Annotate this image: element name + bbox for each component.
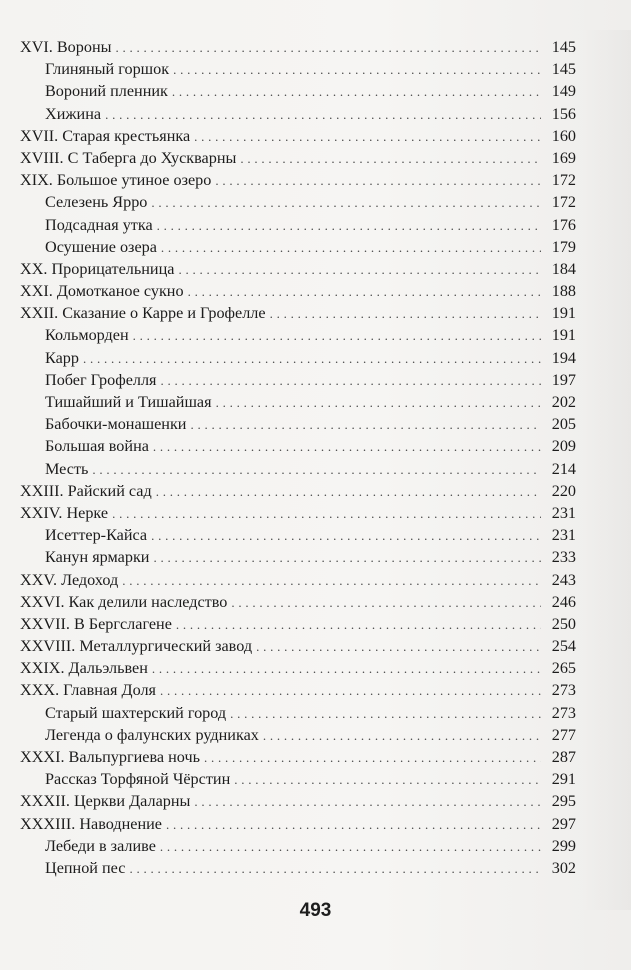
toc-entry-page: 302 bbox=[551, 858, 576, 877]
toc-subentry bbox=[20, 324, 576, 346]
dot-leader bbox=[153, 547, 541, 569]
toc-entry-page: 191 bbox=[551, 304, 576, 323]
toc-entry-title: XXVIII. Металлургический завод bbox=[20, 637, 253, 656]
toc-subentry bbox=[20, 80, 576, 102]
toc-entry-page: 197 bbox=[551, 370, 576, 389]
toc-entry-page: 145 bbox=[551, 38, 576, 56]
toc-chapter bbox=[20, 302, 576, 324]
toc-subentry bbox=[20, 857, 576, 879]
toc-entry-title: XIX. Большое утиное озеро bbox=[20, 171, 212, 190]
toc-entry-page: 169 bbox=[551, 148, 576, 167]
toc-entry-title: XVIII. С Таберга до Хускварны bbox=[20, 148, 237, 167]
toc-entry-title: XXII. Сказание о Карре и Грофелле bbox=[20, 304, 266, 323]
toc-chapter bbox=[20, 502, 576, 524]
toc-chapter bbox=[20, 147, 576, 169]
toc-entry-title: XVI. Вороны bbox=[20, 38, 112, 56]
toc-subentry bbox=[20, 524, 576, 546]
toc-entry-title: XXVI. Как делили наследство bbox=[20, 592, 228, 611]
toc-entry-title: Карр bbox=[45, 348, 79, 367]
toc-entry-page: 299 bbox=[551, 836, 576, 855]
toc-chapter bbox=[20, 679, 576, 701]
toc-entry-title: Большая война bbox=[45, 437, 149, 456]
dot-leader bbox=[105, 104, 541, 126]
toc-entry-page: 265 bbox=[551, 659, 576, 678]
toc-entry-title: Лебеди в заливе bbox=[45, 836, 156, 855]
toc-chapter bbox=[20, 746, 576, 768]
dot-leader bbox=[215, 170, 541, 192]
toc-entry-title: Побег Грофелля bbox=[45, 370, 157, 389]
toc-entry-title: Месть bbox=[45, 459, 89, 478]
dot-leader bbox=[240, 148, 541, 170]
dot-leader bbox=[151, 192, 541, 214]
dot-leader bbox=[133, 325, 541, 347]
dot-leader bbox=[152, 658, 541, 680]
dot-leader bbox=[160, 680, 541, 702]
dot-leader bbox=[160, 370, 541, 392]
toc-entry-title: XXIV. Нерке bbox=[20, 503, 109, 522]
dot-leader bbox=[160, 836, 541, 858]
toc-entry-title: XXVII. В Бергслагене bbox=[20, 614, 172, 633]
dot-leader bbox=[194, 791, 541, 813]
toc-entry-title: Подсадная утка bbox=[45, 215, 153, 234]
dot-leader bbox=[231, 592, 541, 614]
toc-entry-title: XXI. Домотканое сукно bbox=[20, 282, 184, 301]
toc-entry-page: 184 bbox=[551, 259, 576, 278]
toc-entry-page: 291 bbox=[551, 770, 576, 789]
toc-entry-page: 287 bbox=[551, 748, 576, 766]
toc-entry-title: Канун ярмарки bbox=[45, 548, 150, 567]
dot-leader bbox=[178, 259, 541, 281]
toc-chapter bbox=[20, 591, 576, 613]
toc-chapter bbox=[20, 613, 576, 635]
toc-chapter bbox=[20, 169, 576, 191]
toc-entry-page: 273 bbox=[551, 681, 576, 700]
dot-leader bbox=[115, 37, 541, 59]
toc-subentry bbox=[20, 347, 576, 369]
dot-leader bbox=[156, 481, 541, 503]
dot-leader bbox=[263, 725, 541, 747]
toc-entry-page: 277 bbox=[551, 725, 576, 744]
dot-leader bbox=[129, 858, 541, 880]
dot-leader bbox=[204, 747, 541, 769]
page-number: 493 bbox=[299, 900, 332, 921]
dot-leader bbox=[112, 503, 541, 525]
toc-subentry bbox=[20, 546, 576, 568]
toc-subentry bbox=[20, 702, 576, 724]
toc-entry-page: 250 bbox=[551, 614, 576, 633]
dot-leader bbox=[92, 459, 541, 481]
toc-chapter bbox=[20, 258, 576, 280]
toc-entry-title: XXIII. Райский сад bbox=[20, 481, 152, 500]
page-edge-shadow bbox=[581, 30, 631, 910]
toc-entry-page: 231 bbox=[551, 526, 576, 545]
toc-entry-page: 254 bbox=[551, 637, 576, 656]
dot-leader bbox=[172, 81, 541, 103]
toc-chapter bbox=[20, 657, 576, 679]
toc-entry-title: XXXIII. Наводнение bbox=[20, 814, 162, 833]
toc-entry-title: Исеттер-Кайса bbox=[45, 526, 148, 545]
toc-entry-page: 172 bbox=[551, 171, 576, 190]
dot-leader bbox=[173, 59, 541, 81]
dot-leader bbox=[151, 525, 541, 547]
toc-subentry bbox=[20, 835, 576, 857]
dot-leader bbox=[83, 348, 541, 370]
toc-subentry bbox=[20, 391, 576, 413]
toc-entry-page: 160 bbox=[551, 126, 576, 145]
toc-entry-title: XXXII. Церкви Даларны bbox=[20, 792, 191, 811]
table-of-contents bbox=[20, 36, 576, 879]
toc-entry-page: 179 bbox=[551, 237, 576, 256]
toc-entry-title: XXV. Ледоход bbox=[20, 570, 119, 589]
toc-entry-page: 297 bbox=[551, 814, 576, 833]
toc-entry-title: Хижина bbox=[45, 104, 102, 123]
toc-entry-page: 233 bbox=[551, 548, 576, 567]
dot-leader bbox=[270, 303, 541, 325]
dot-leader bbox=[176, 614, 541, 636]
toc-entry-title: Цепной пес bbox=[45, 858, 126, 877]
toc-chapter bbox=[20, 280, 576, 302]
dot-leader bbox=[188, 281, 541, 303]
toc-entry-title: Тишайший и Тишайшая bbox=[45, 393, 212, 411]
toc-entry-page: 176 bbox=[551, 215, 576, 234]
toc-entry-page: 209 bbox=[551, 437, 576, 456]
toc-entry-title: Осушение озера bbox=[45, 237, 157, 256]
toc-entry-page: 145 bbox=[551, 60, 576, 79]
toc-chapter bbox=[20, 36, 576, 58]
toc-entry-title: Глиняный горшок bbox=[45, 60, 170, 79]
dot-leader bbox=[166, 814, 541, 836]
dot-leader bbox=[122, 570, 541, 592]
toc-entry-title: XXIX. Дальэльвен bbox=[20, 659, 148, 678]
toc-subentry bbox=[20, 724, 576, 746]
toc-entry-page: 172 bbox=[551, 193, 576, 212]
toc-entry-title: Кольморден bbox=[45, 326, 129, 345]
toc-entry-page: 188 bbox=[551, 282, 576, 301]
toc-chapter bbox=[20, 125, 576, 147]
toc-chapter bbox=[20, 480, 576, 502]
toc-entry-title: Рассказ Торфяной Чёрстин bbox=[45, 770, 231, 789]
dot-leader bbox=[230, 703, 541, 725]
dot-leader bbox=[157, 215, 541, 237]
toc-chapter bbox=[20, 635, 576, 657]
toc-subentry bbox=[20, 435, 576, 457]
toc-entry-page: 214 bbox=[551, 459, 576, 478]
dot-leader bbox=[216, 392, 541, 414]
toc-entry-title: Старый шахтерский город bbox=[45, 703, 227, 722]
toc-subentry bbox=[20, 768, 576, 790]
toc-subentry bbox=[20, 413, 576, 435]
dot-leader bbox=[153, 436, 541, 458]
toc-subentry bbox=[20, 103, 576, 125]
toc-entry-page: 246 bbox=[551, 592, 576, 611]
toc-entry-page: 220 bbox=[551, 481, 576, 500]
toc-entry-page: 231 bbox=[551, 503, 576, 522]
toc-entry-title: Легенда о фалунских рудниках bbox=[45, 725, 259, 744]
toc-subentry bbox=[20, 58, 576, 80]
dot-leader bbox=[234, 769, 541, 791]
toc-entry-title: Вороний пленник bbox=[45, 82, 168, 101]
toc-subentry bbox=[20, 236, 576, 258]
toc-entry-page: 295 bbox=[551, 792, 576, 811]
toc-entry-page: 191 bbox=[551, 326, 576, 345]
toc-entry-title: Селезень Ярро bbox=[45, 193, 148, 212]
toc-entry-page: 202 bbox=[551, 393, 576, 411]
toc-entry-page: 156 bbox=[551, 104, 576, 123]
toc-entry-page: 243 bbox=[551, 570, 576, 589]
toc-entry-title: XXX. Главная Доля bbox=[20, 681, 156, 700]
toc-entry-title: XVII. Старая крестьянка bbox=[20, 126, 191, 145]
toc-entry-title: XX. Прорицательница bbox=[20, 259, 175, 278]
toc-chapter bbox=[20, 790, 576, 812]
toc-entry-page: 205 bbox=[551, 415, 576, 434]
toc-subentry bbox=[20, 214, 576, 236]
toc-entry-page: 194 bbox=[551, 348, 576, 367]
dot-leader bbox=[256, 636, 541, 658]
dot-leader bbox=[161, 237, 541, 259]
dot-leader bbox=[194, 126, 541, 148]
toc-entry-title: XXXI. Вальпургиева ночь bbox=[20, 748, 200, 766]
toc-entry-page: 149 bbox=[551, 82, 576, 101]
toc-entry-title: Бабочки-монашенки bbox=[45, 415, 187, 434]
toc-chapter bbox=[20, 569, 576, 591]
toc-entry-page: 273 bbox=[551, 703, 576, 722]
toc-chapter bbox=[20, 813, 576, 835]
toc-subentry bbox=[20, 191, 576, 213]
dot-leader bbox=[190, 414, 541, 436]
toc-subentry bbox=[20, 369, 576, 391]
toc-subentry bbox=[20, 458, 576, 480]
